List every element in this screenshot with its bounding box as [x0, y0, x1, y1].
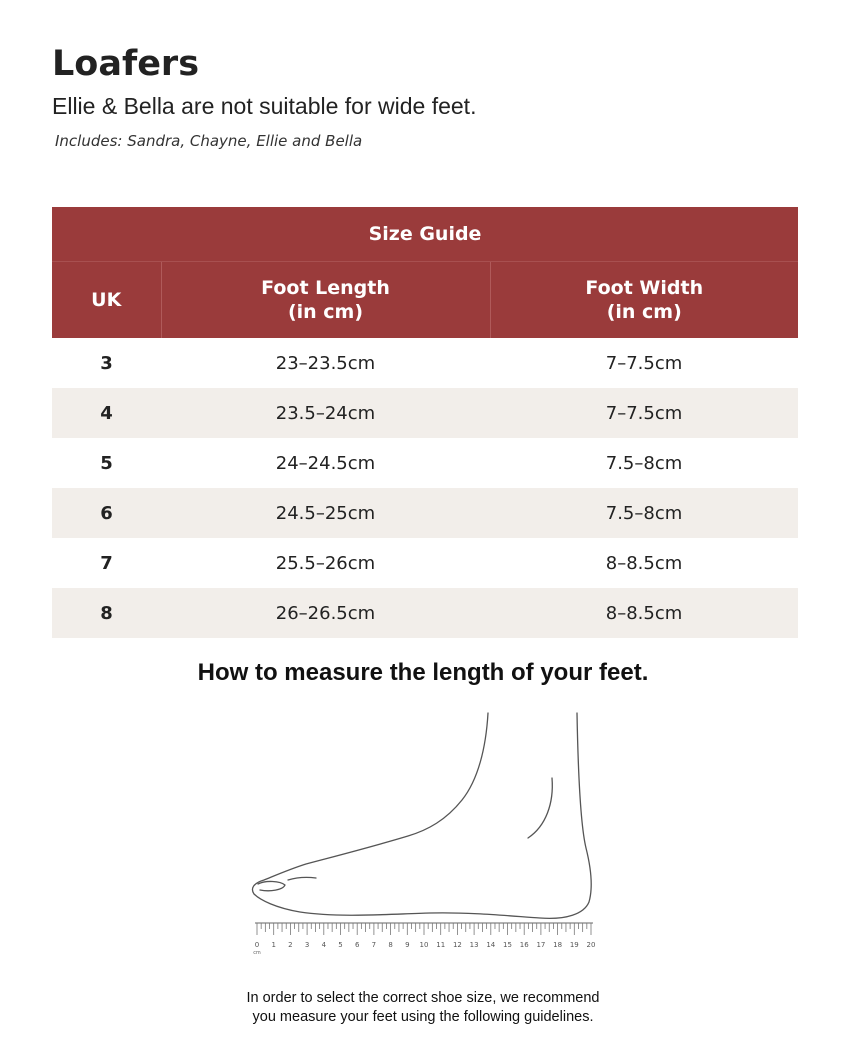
table-row — [52, 588, 798, 638]
table-row — [52, 338, 798, 388]
measure-instructions-line2: you measure your feet using the following guidelines. — [252, 1009, 594, 1025]
ruler-label: 8 — [388, 941, 393, 949]
ruler-label: 14 — [486, 941, 496, 949]
ruler-label: 10 — [419, 941, 429, 949]
ruler-label: 15 — [503, 941, 512, 949]
ruler-label: 2 — [288, 941, 293, 949]
foot-outline — [252, 713, 591, 918]
foot-width-cell: 7–7.5cm — [490, 338, 798, 388]
foot-length-cell: 24.5–25cm — [161, 488, 490, 538]
foot-length-cell: 24–24.5cm — [161, 438, 490, 488]
uk-size-cell: 4 — [52, 388, 161, 438]
ruler-label: 12 — [452, 941, 462, 949]
column-header-foot-width-line2: (in cm) — [606, 301, 682, 323]
column-header-foot-length-line2: (in cm) — [287, 301, 364, 323]
measure-title: How to measure the length of your feet. — [197, 659, 649, 686]
foot-length-cell: 25.5–26cm — [161, 538, 490, 588]
ruler-label: 3 — [304, 941, 310, 949]
table-row — [52, 438, 798, 488]
column-header-foot-width-line1: Foot Width — [585, 277, 704, 299]
ruler-label: 17 — [536, 941, 546, 949]
ankle-line — [528, 778, 552, 838]
uk-size-cell: 7 — [52, 538, 161, 588]
ruler-label: 0 — [254, 941, 260, 949]
table-row — [52, 538, 798, 588]
foot-length-cell: 23.5–24cm — [161, 388, 490, 438]
column-header-foot-length-line1: Foot Length — [261, 277, 390, 299]
includes-note: Includes: Sandra, Chayne, Ellie and Bella — [55, 132, 363, 150]
page-title: Loafers — [52, 44, 200, 84]
foot-measuring-illustration — [240, 708, 610, 968]
table-caption: Size Guide — [52, 207, 798, 262]
ruler-label: 4 — [321, 941, 327, 949]
foot-length-cell: 26–26.5cm — [161, 588, 490, 638]
ruler-label: 9 — [405, 941, 410, 949]
column-header-foot-length — [161, 262, 490, 339]
table-row — [52, 488, 798, 538]
ruler-label: 11 — [436, 941, 446, 949]
size-guide-table — [52, 207, 798, 638]
foot-width-cell: 7.5–8cm — [490, 438, 798, 488]
foot-width-cell: 8–8.5cm — [490, 588, 798, 638]
column-header-uk: UK — [52, 262, 161, 339]
ruler-label: 5 — [338, 941, 343, 949]
ruler-label: 13 — [469, 941, 479, 949]
table-row — [52, 388, 798, 438]
uk-size-cell: 6 — [52, 488, 161, 538]
column-header-foot-width — [490, 262, 798, 339]
foot-length-cell: 23–23.5cm — [161, 338, 490, 388]
uk-size-cell: 5 — [52, 438, 161, 488]
measure-instructions — [0, 989, 846, 1027]
foot-width-cell: 8–8.5cm — [490, 538, 798, 588]
page-subtitle: Ellie & Bella are not suitable for wide feet. — [52, 93, 477, 119]
ruler-label: 7 — [371, 941, 377, 949]
toe-crease-line — [288, 877, 316, 880]
measuring-ruler — [253, 923, 595, 956]
measure-instructions-line1: In order to select the correct shoe size, we recommend — [246, 990, 600, 1006]
uk-size-cell: 3 — [52, 338, 161, 388]
ruler-label: 18 — [553, 941, 563, 949]
ruler-unit: cm — [253, 950, 261, 956]
foot-width-cell: 7–7.5cm — [490, 388, 798, 438]
foot-width-cell: 7.5–8cm — [490, 488, 798, 538]
uk-size-cell: 8 — [52, 588, 161, 638]
ruler-label: 6 — [354, 941, 360, 949]
ruler-label: 1 — [271, 941, 276, 949]
ruler-label: 19 — [569, 941, 579, 949]
toenail-outline — [258, 881, 285, 890]
ruler-label: 16 — [519, 941, 529, 949]
ruler-label: 20 — [586, 941, 596, 949]
